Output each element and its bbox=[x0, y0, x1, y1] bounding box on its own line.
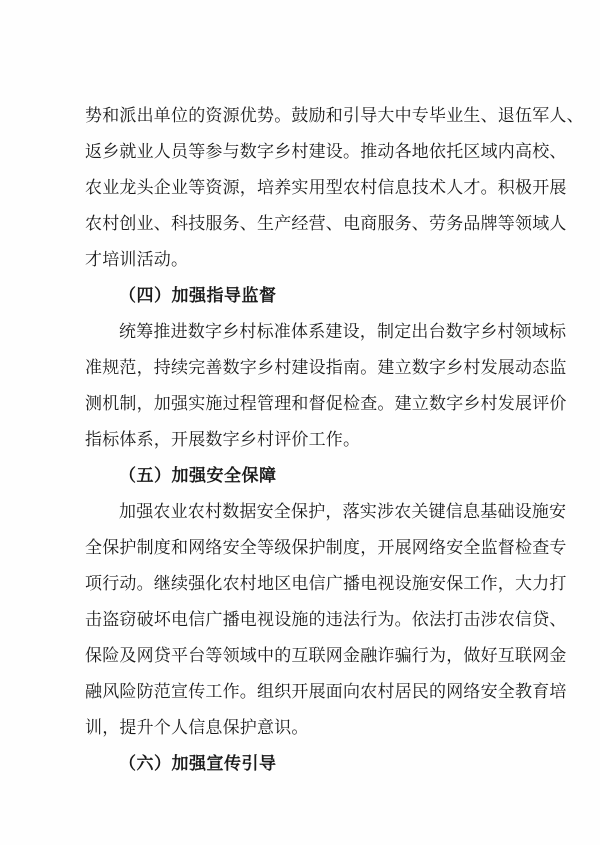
paragraph-1-line-1: 势和派出单位的资源优势。鼓励和引导大中专毕业生、退伍军人、 bbox=[85, 106, 584, 126]
paragraph-3-line-7: 训，提升个人信息保护意识。 bbox=[85, 718, 309, 738]
section-heading-6: （六）加强宣传引导 bbox=[119, 754, 277, 774]
paragraph-3-line-3: 项行动。继续强化农村地区电信广播电视设施安保工作，大力打 bbox=[85, 574, 567, 594]
paragraph-1-line-2: 返乡就业人员等参与数字乡村建设。推动各地依托区域内高校、 bbox=[85, 142, 567, 162]
paragraph-1-line-3: 农业龙头企业等资源，培养实用型农村信息技术人才。积极开展 bbox=[85, 178, 567, 198]
paragraph-1-line-4: 农村创业、科技服务、生产经营、电商服务、劳务品牌等领域人 bbox=[85, 214, 567, 234]
paragraph-2-line-3: 测机制，加强实施过程管理和督促检查。建立数字乡村发展评价 bbox=[85, 394, 567, 414]
paragraph-3-line-2: 全保护制度和网络安全等级保护制度，开展网络安全监督检查专 bbox=[85, 538, 567, 558]
paragraph-2-line-1: 统筹推进数字乡村标准体系建设，制定出台数字乡村领域标 bbox=[119, 322, 567, 342]
paragraph-1-line-5: 才培训活动。 bbox=[85, 250, 189, 270]
paragraph-2-line-2: 准规范，持续完善数字乡村建设指南。建立数字乡村发展动态监 bbox=[85, 358, 567, 378]
paragraph-3-line-1: 加强农业农村数据安全保护，落实涉农关键信息基础设施安 bbox=[119, 502, 567, 522]
paragraph-3-line-4: 击盗窃破坏电信广播电视设施的违法行为。依法打击涉农信贷、 bbox=[85, 610, 567, 630]
section-heading-4: （四）加强指导监督 bbox=[119, 286, 277, 306]
paragraph-2-line-4: 指标体系，开展数字乡村评价工作。 bbox=[85, 430, 361, 450]
section-heading-5: （五）加强安全保障 bbox=[119, 466, 277, 486]
paragraph-3-line-5: 保险及网贷平台等领域中的互联网金融诈骗行为，做好互联网金 bbox=[85, 646, 567, 666]
paragraph-3-line-6: 融风险防范宣传工作。组织开展面向农村居民的网络安全教育培 bbox=[85, 682, 567, 702]
